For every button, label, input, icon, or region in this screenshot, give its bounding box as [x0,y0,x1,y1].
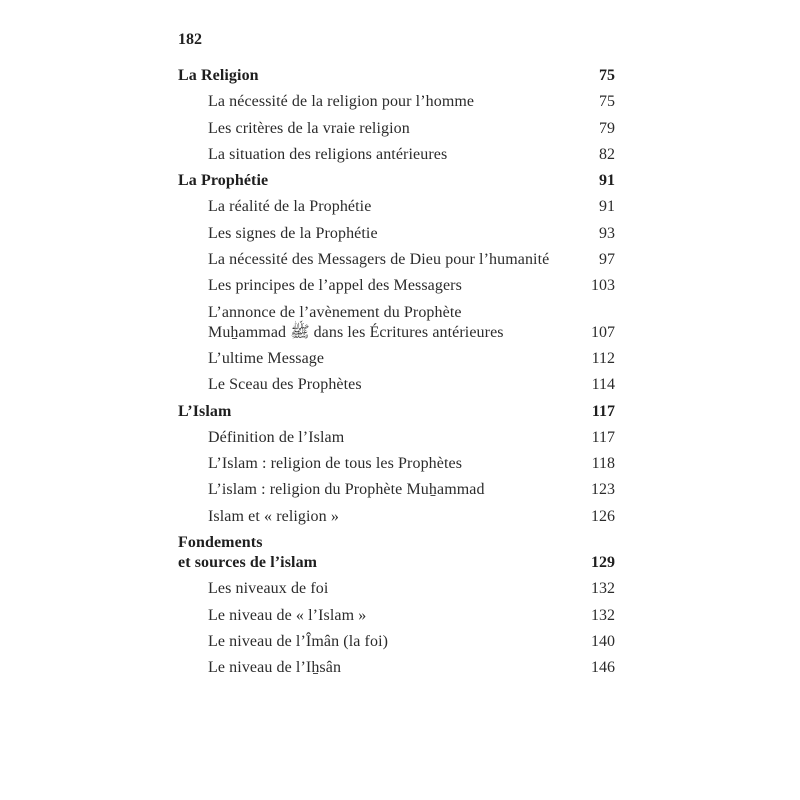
toc-entry [178,402,615,422]
toc-entry [178,454,615,474]
toc-entry-page-number: 107 [591,323,615,341]
toc-entry-label [178,507,577,527]
toc-entry-label [178,276,577,296]
toc-entry [178,119,615,139]
toc-entry-line: et sources de l’islam [178,554,318,572]
toc-entry-page-number: 112 [591,349,615,367]
toc-entry [178,507,615,527]
toc-entry-line: La nécessité de la religion pour l’homme [208,93,475,111]
toc-entry-page-number: 126 [591,507,615,525]
toc-entry [178,658,615,678]
toc-entry-page-number: 114 [591,376,615,394]
toc-entry-label [178,303,577,343]
toc-entry-label [178,579,577,599]
toc-entry-label [178,66,585,86]
toc-entry [178,632,615,652]
toc-entry-line: La Religion [178,67,259,84]
toc-entry-page-number: 75 [599,93,615,111]
toc-entry-page-number: 75 [599,67,615,84]
toc-entry-label [178,658,577,678]
toc-entry [178,533,615,573]
toc-entry-line: Islam et « religion » [208,507,339,525]
toc-entry-label [178,428,578,448]
toc-entry-page-number: 103 [591,277,615,295]
toc-entry-label [178,250,585,270]
toc-entry-line: Muẖammad ﷺ dans les Écritures antérieures [208,323,504,341]
toc-entry [178,480,615,500]
toc-entry-page-number: 123 [591,481,615,499]
toc-entry-page-number: 93 [599,224,615,242]
toc-entry [178,349,615,369]
toc-entry-line: Le niveau de l’Îmân (la foi) [208,632,389,650]
toc-entry [178,428,615,448]
toc-entry [178,92,615,112]
toc-entry-page-number: 118 [591,455,615,473]
toc-entry [178,145,615,165]
toc-entry [178,606,615,626]
toc-entry-label [178,402,578,422]
toc-entry-page-number: 117 [591,402,615,420]
toc-entry [178,197,615,217]
toc-entry-line: La Prophétie [178,172,269,190]
toc-entry-line: La nécessité des Messagers de Dieu pour l’humanité [208,251,550,269]
toc-entry-line: L’ultime Message [208,349,325,367]
toc-entry-line: Définition de l’Islam [208,428,345,446]
toc-entry-page-number: 79 [599,119,615,137]
toc-entry-label [178,92,585,112]
toc-entry-line: Le Sceau des Prophètes [208,376,362,394]
toc-entry-label [178,224,585,244]
toc-entry [178,66,615,86]
page-folio-number: 182 [178,31,202,48]
toc-entry-label [178,375,578,395]
toc-entry-label [178,119,585,139]
toc-entry-line: L’Islam : religion de tous les Prophètes [208,455,463,473]
toc-entry-label [178,145,585,165]
toc-entry-page-number: 82 [599,145,615,163]
table-of-contents [178,66,615,685]
toc-entry-line: La réalité de la Prophétie [208,198,372,216]
toc-entry-line: L’Islam [178,402,232,420]
toc-entry-line: Les signes de la Prophétie [208,224,378,242]
toc-entry-line: Fondements [178,534,263,552]
toc-entry-line: Le niveau de « l’Islam » [208,606,367,624]
toc-entry-label [178,606,577,626]
toc-entry [178,250,615,270]
toc-entry [178,375,615,395]
toc-entry-label [178,533,577,573]
toc-entry-page-number: 117 [591,428,615,446]
toc-entry-page-number: 132 [591,580,615,598]
toc-entry-line: La situation des religions antérieures [208,145,448,163]
toc-entry-line: Les critères de la vraie religion [208,119,410,137]
toc-entry-label [178,454,578,474]
toc-entry [178,579,615,599]
toc-entry [178,276,615,296]
toc-entry [178,303,615,343]
toc-entry-label [178,171,585,191]
toc-entry-line: L’annonce de l’avènement du Prophète [208,303,462,321]
toc-entry-page-number: 140 [591,632,615,650]
toc-entry-label [178,480,577,500]
toc-entry [178,224,615,244]
toc-entry-page-number: 91 [599,198,615,216]
toc-entry-page-number: 129 [591,554,615,572]
toc-entry-line: Les niveaux de foi [208,580,329,598]
toc-entry-page-number: 146 [591,659,615,677]
toc-entry-label [178,349,578,369]
toc-entry-label [178,197,585,217]
toc-entry-line: Le niveau de l’Iẖsân [208,659,342,677]
toc-entry-page-number: 91 [599,172,615,190]
toc-entry [178,171,615,191]
toc-entry-line: Les principes de l’appel des Messagers [208,277,462,295]
toc-entry-line: L’islam : religion du Prophète Muẖammad [208,481,485,499]
toc-entry-page-number: 132 [591,606,615,624]
toc-entry-page-number: 97 [599,251,615,269]
toc-entry-label [178,632,577,652]
